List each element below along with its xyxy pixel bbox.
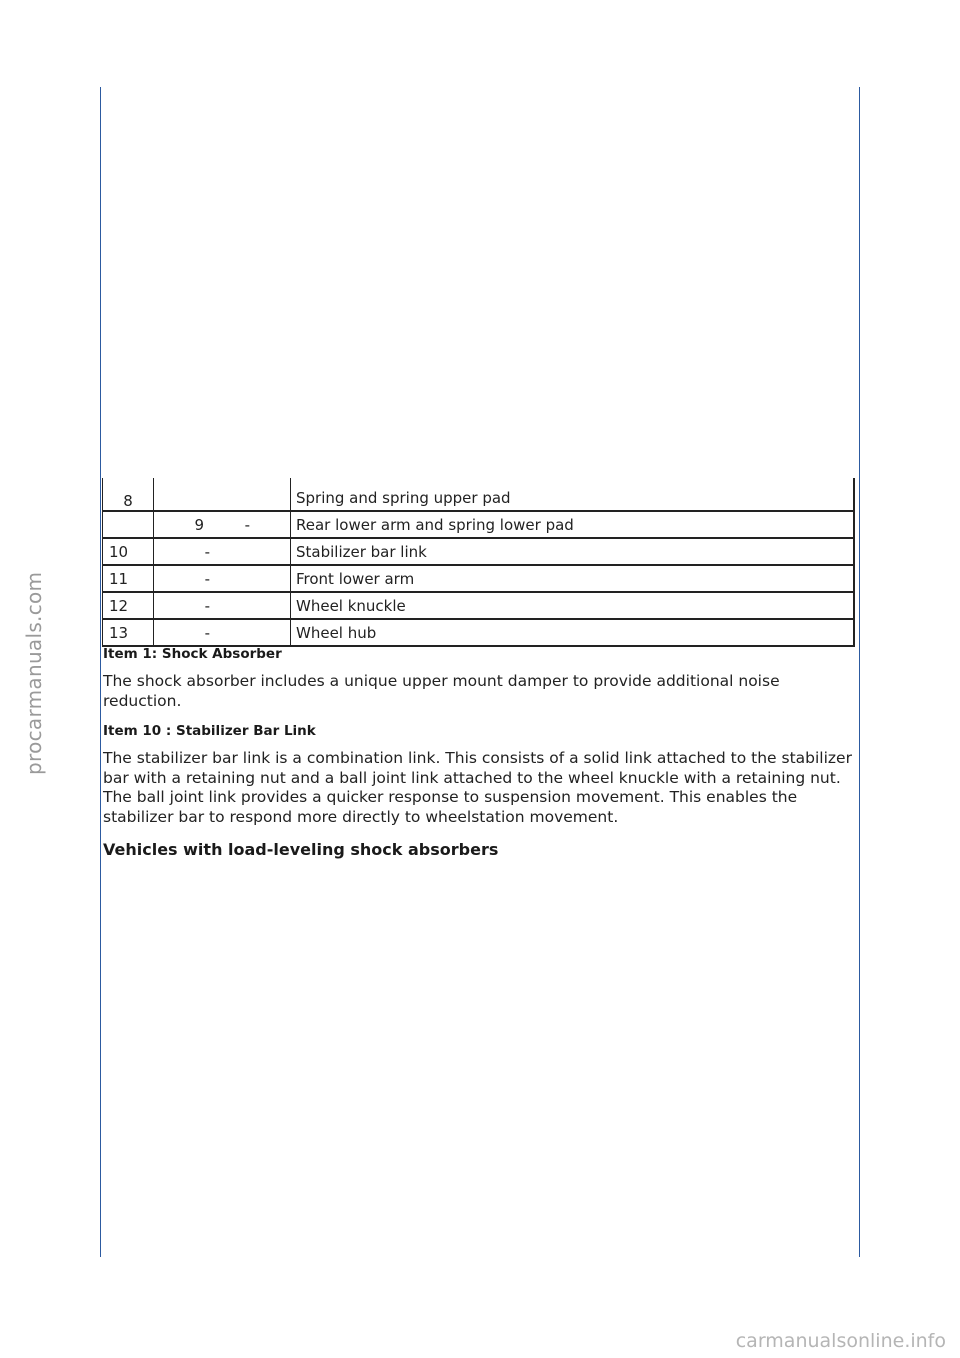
item10-heading: Item 10 : Stabilizer Bar Link	[103, 723, 316, 739]
part-separator: -	[204, 623, 210, 642]
part-description: Wheel hub	[291, 619, 855, 646]
part-number: 13	[103, 619, 154, 646]
item1-paragraph: The shock absorber includes a unique upper mount damper to provide additional noise reduction.	[103, 672, 780, 710]
part-description: Spring and spring upper pad	[291, 478, 855, 511]
part-number: 11	[103, 565, 154, 592]
part-separator-cell	[154, 619, 291, 646]
part-number: 9	[194, 515, 204, 534]
side-watermark: procarmanuals.com	[22, 571, 46, 775]
part-separator-cell	[154, 592, 291, 619]
part-number-and-separator	[154, 511, 291, 538]
table-row	[103, 538, 855, 565]
part-number: 10	[103, 538, 154, 565]
part-separator: -	[204, 569, 210, 588]
part-separator: -	[204, 596, 210, 615]
item1-heading: Item 1: Shock Absorber	[103, 646, 282, 662]
parts-list-table	[102, 478, 855, 647]
part-description: Wheel knuckle	[291, 592, 855, 619]
right-margin-rule	[859, 87, 860, 1257]
description-content	[103, 646, 855, 859]
item10-paragraph: The stabilizer bar link is a combination link. This consists of a solid link attached to the stabilizer bar with a retaining nut and a ball joint link attached to the wheel knuckle with a retaining nut. The ball joint link provides a quicker response to suspension movement. This enables the stabilizer bar to respond more directly to wheelstation movement.	[103, 749, 852, 826]
part-number-empty	[103, 511, 154, 538]
part-number: 12	[103, 592, 154, 619]
left-margin-rule	[100, 87, 101, 1257]
part-description: Stabilizer bar link	[291, 538, 855, 565]
part-separator: -	[244, 515, 250, 534]
table-row	[103, 478, 855, 511]
table-row	[103, 619, 855, 646]
table-row	[103, 511, 855, 538]
footer-watermark: carmanualsonline.info	[735, 1330, 946, 1352]
part-separator: -	[204, 542, 210, 561]
part-separator	[154, 478, 291, 511]
part-description: Front lower arm	[291, 565, 855, 592]
part-separator-cell	[154, 538, 291, 565]
part-number: 8	[103, 478, 154, 511]
table-row	[103, 592, 855, 619]
part-description: Rear lower arm and spring lower pad	[291, 511, 855, 538]
load-leveling-heading: Vehicles with load-leveling shock absorbers	[103, 840, 499, 859]
part-separator-cell	[154, 565, 291, 592]
table-row	[103, 565, 855, 592]
